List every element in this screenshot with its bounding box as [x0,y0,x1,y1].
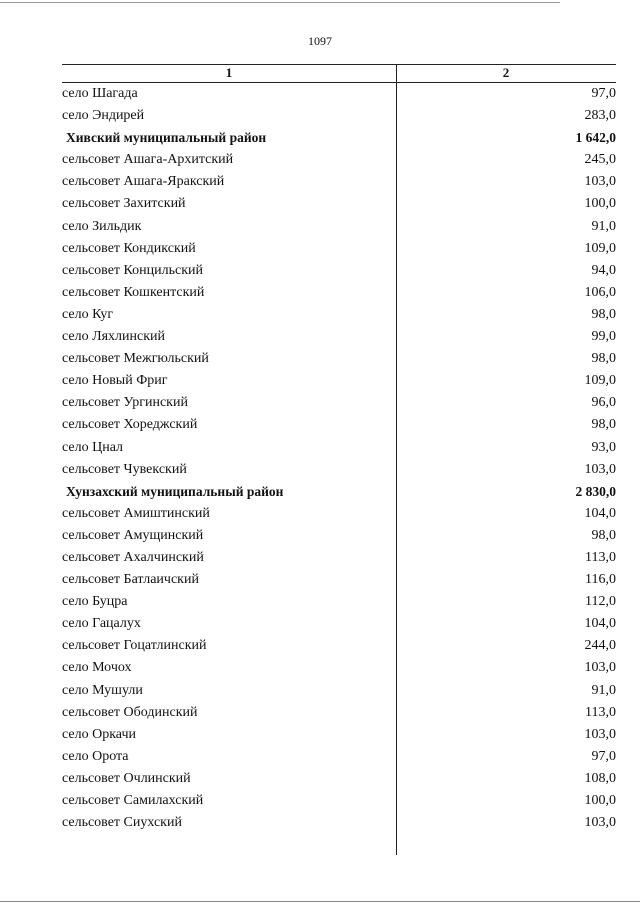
row-name: село Мушули [62,682,143,698]
row-name: сельсовет Концильский [62,262,204,278]
district-total-row [62,127,616,149]
row-value: 103,0 [584,815,616,831]
table-row [62,547,616,569]
table-row [62,326,616,348]
table-row [62,392,616,414]
table-row [62,193,616,215]
row-value: 104,0 [584,616,616,632]
row-name: село Зильдик [62,218,142,234]
row-name: село Оркачи [62,726,136,742]
row-name: сельсовет Амиштинский [62,505,210,521]
row-value: 99,0 [591,329,616,345]
row-name: сельсовет Хореджский [62,417,198,433]
table-row [62,503,616,525]
table-row [62,171,616,193]
row-value: 94,0 [591,262,616,278]
header-col-2: 2 [502,65,510,80]
row-name: сельсовет Самилахский [62,793,204,808]
table-row [62,746,616,768]
row-name: Хивский муниципальный район [66,130,267,146]
table-row [62,657,616,679]
row-value: 116,0 [585,572,616,588]
row-name: село Цнал [62,439,124,455]
row-value: 108,0 [584,770,616,786]
row-name: село Шагада [62,86,138,101]
table-row [62,591,616,613]
table-row [62,680,616,702]
table-row [62,282,616,304]
row-name: сельсовет Ашага-Архитский [62,152,234,168]
table-row [62,724,616,746]
row-value: 91,0 [591,682,616,698]
district-total-row [62,481,616,503]
row-value: 106,0 [584,284,616,300]
row-name: сельсовет Ахалчинский [62,549,204,565]
row-name: село Новый Фриг [62,373,168,389]
table-row [62,569,616,591]
table-row [62,105,616,127]
row-name: сельсовет Очлинский [62,770,191,786]
table-row [62,238,616,260]
row-name: сельсовет Ашага-Яракский [62,174,225,190]
row-value: 113,0 [585,704,616,720]
row-value: 98,0 [591,306,616,322]
row-value: 104,0 [584,505,616,521]
row-name: сельсовет Сиухский [62,815,182,831]
table-header [62,64,616,83]
row-value: 245,0 [584,152,616,168]
row-value: 98,0 [591,527,616,543]
row-name: сельсовет Кондикский [62,240,196,256]
table-row [62,437,616,459]
table-row [62,348,616,370]
row-name: село Мочох [62,660,132,676]
row-name: сельсовет Гоцатлинский [62,638,207,654]
data-table [62,64,616,834]
table-row [62,83,616,105]
row-value: 103,0 [584,660,616,676]
row-value: 1 642,0 [575,130,616,146]
scan-bottom-edge [0,901,640,902]
page-number: 1097 [308,34,332,48]
row-value: 93,0 [591,439,616,455]
row-value: 100,0 [584,793,616,808]
row-value: 103,0 [584,174,616,190]
table-row [62,414,616,436]
row-name: сельсовет Ободинский [62,704,198,720]
row-name: село Куг [62,306,114,322]
row-name: сельсовет Батлаичский [62,572,199,588]
row-name: село Ляхлинский [62,329,165,345]
row-value: 283,0 [584,108,616,124]
row-value: 103,0 [584,726,616,742]
table-row [62,304,616,326]
table-row [62,149,616,171]
row-value: 103,0 [584,461,616,477]
table-row [62,613,616,635]
row-name: село Орота [62,748,129,764]
row-value: 112,0 [585,594,616,610]
row-name: село Эндирей [62,108,145,124]
table-row [62,812,616,834]
table-row [62,525,616,547]
column-divider [396,65,397,855]
table-row [62,702,616,724]
table-row [62,216,616,238]
row-name: Хунзахский муниципальный район [66,483,284,499]
row-value: 244,0 [584,638,616,654]
row-value: 97,0 [591,748,616,764]
row-name: сельсовет Кошкентский [62,284,205,300]
row-value: 109,0 [584,240,616,256]
row-value: 109,0 [584,373,616,389]
table-row [62,790,616,812]
row-value: 100,0 [584,196,616,212]
row-name: сельсовет Ургинский [62,395,188,411]
row-value: 98,0 [591,417,616,433]
row-value: 98,0 [591,351,616,367]
row-name: сельсовет Амущинский [62,527,204,543]
row-value: 96,0 [591,395,616,411]
row-value: 91,0 [591,218,616,234]
row-name: сельсовет Чувекский [62,461,187,477]
header-col-1: 1 [225,65,233,80]
table-row [62,635,616,657]
row-name: сельсовет Межгюльский [62,351,209,367]
table-row [62,768,616,790]
row-name: село Буцра [62,594,128,610]
table-row [62,459,616,481]
row-name: село Гацалух [62,616,141,632]
table-row [62,260,616,282]
row-name: сельсовет Захитский [62,196,186,212]
row-value: 97,0 [591,86,616,101]
row-value: 113,0 [585,549,616,565]
scan-top-edge [0,2,560,3]
row-value: 2 830,0 [575,483,616,499]
table-row [62,370,616,392]
table-body [62,83,616,834]
